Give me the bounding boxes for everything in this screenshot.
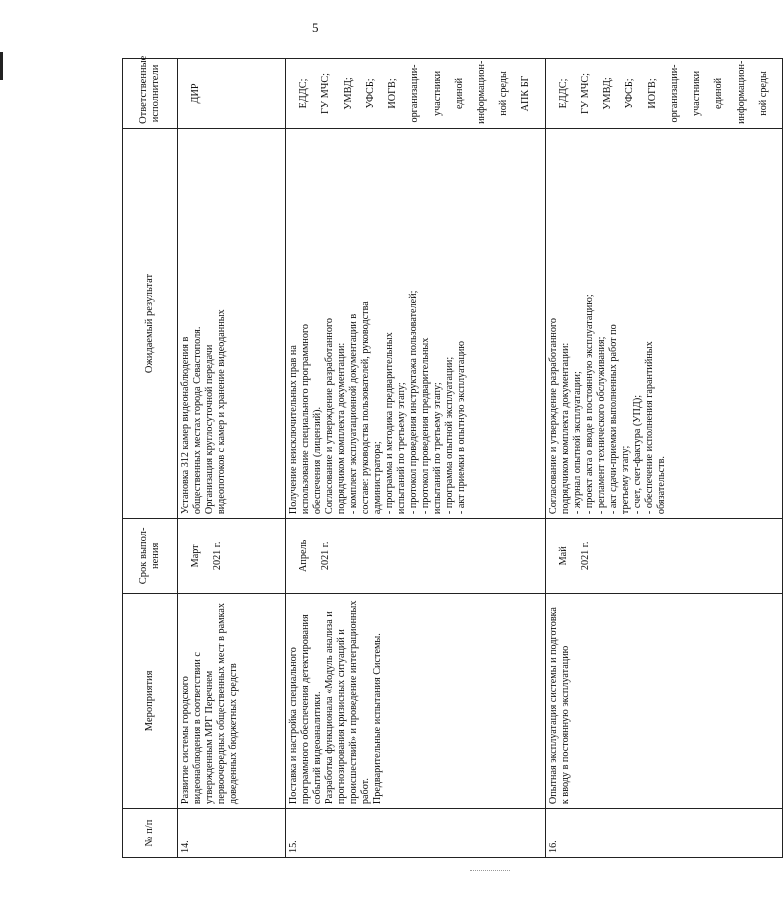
term-cell-line: Апрель: [298, 539, 310, 572]
result-cell-line: Организация круглосуточной передачи: [204, 344, 216, 515]
responsible-cell-line: ной среды: [757, 71, 769, 116]
result-cell-line: - комплект эксплуатационной документации в: [348, 313, 360, 515]
table-row: [286, 59, 546, 858]
result-cell-line: использование специального программного: [300, 324, 312, 515]
responsible-cell-line: УФСБ;: [364, 78, 376, 109]
result-cell-line: обеспечения (лицензий).: [312, 406, 324, 515]
responsible-cell-line: участники: [691, 70, 703, 116]
responsible-cell-line: АПК БГ: [520, 75, 532, 112]
term-cell-line: Март: [190, 544, 202, 568]
result-cell-line: - счет, счет-фактура (УПД);: [631, 394, 643, 515]
responsible-cell-line: ИОГВ;: [646, 78, 658, 109]
responsible-cell-line: единой: [713, 77, 725, 109]
responsible-cell-line: ДИР: [190, 83, 202, 104]
scan-dots: [470, 870, 510, 871]
activity-cell-line: Развитие системы городского: [180, 676, 191, 805]
result-cell-line: Согласование и утверждение разработанного: [324, 318, 336, 515]
result-cell-line: - регламент технического обслуживания;: [595, 336, 607, 515]
row-number: 15.: [286, 809, 546, 858]
result-cell: [178, 128, 286, 518]
responsible-cell-line: единой: [453, 77, 465, 109]
result-cell-line: - обеспечение исполнения гарантийных: [643, 341, 655, 515]
activity-cell-line: доведенных бюджетных средств: [228, 663, 240, 805]
table-header-row: [123, 59, 178, 858]
header-activity: Мероприятия: [123, 593, 178, 808]
responsible-cell-line: участники: [431, 70, 443, 116]
term-cell: [178, 519, 286, 594]
activity-cell-line: событий видеоаналитики.: [312, 691, 324, 805]
result-cell-line: администратора;: [372, 441, 384, 515]
responsible-cell-line: информацион-: [475, 60, 487, 124]
result-cell-line: испытаний по третьему этапу;: [396, 382, 408, 515]
responsible-cell: [178, 59, 286, 129]
term-cell-line: Май: [557, 546, 569, 566]
term-cell: [545, 519, 782, 594]
row-number: 14.: [178, 809, 286, 858]
result-cell-line: составе: руководства пользователей, руководства: [360, 301, 372, 515]
activity-cell-line: работ.: [360, 778, 372, 805]
term-cell-line: 2021 г.: [580, 541, 591, 571]
table-wrap: [122, 55, 769, 858]
row-number: 16.: [545, 809, 782, 858]
activity-cell: [286, 593, 546, 808]
table-row: [545, 59, 782, 858]
result-cell-line: видеопотоков с камер и хранение видеоданных: [216, 309, 228, 515]
result-cell-line: - проект акта о вводе в постоянную эксплуатацию;: [583, 294, 595, 515]
responsible-cell-line: организации-: [409, 64, 421, 123]
responsible-cell-line: организации-: [668, 64, 680, 123]
activity-cell-line: к вводу в постоянную эксплуатацию: [559, 645, 571, 805]
activity-cell-line: Опытная эксплуатация системы и подготовка: [547, 607, 559, 805]
responsible-cell: [286, 59, 546, 129]
term-cell-line: 2021 г.: [320, 541, 332, 571]
activity-cell-line: Разработка функционала «Модуль анализа и: [324, 611, 336, 805]
activity-cell-line: утвержденным МРГ Перечнем: [204, 670, 216, 805]
result-cell-line: Получение неисключительных прав на: [288, 345, 299, 515]
header-num: № п/п: [123, 809, 178, 858]
result-cell-line: Согласование и утверждение разработанного: [547, 318, 559, 515]
responsible-cell-line: УМВД;: [342, 77, 354, 110]
responsible-cell-line: информацион-: [735, 60, 747, 124]
result-cell-line: подрядчиком комплекта документации:: [559, 342, 571, 515]
responsible-cell-line: УФСБ;: [624, 78, 636, 109]
result-cell-line: - программа опытной эксплуатации;: [444, 356, 456, 515]
result-cell-line: - протокол проведения предварительных: [420, 337, 432, 515]
term-cell-line: 2021 г.: [212, 541, 224, 571]
result-cell-line: третьему этапу;: [619, 445, 631, 515]
header-responsible: Ответственные исполнители: [123, 59, 178, 129]
activity-cell-line: Предварительные испытания Системы.: [372, 633, 384, 805]
result-cell-line: Установка 312 камер видеонаблюдения в: [180, 336, 191, 515]
responsible-cell-line: ЕДДС;: [557, 78, 569, 109]
rotated-table-area: [122, 55, 769, 858]
responsible-cell-line: ИОГВ;: [387, 78, 399, 109]
result-cell-line: обязательств.: [655, 456, 667, 515]
result-cell-line: испытаний по третьему этапу;: [432, 382, 444, 515]
plan-table: [122, 55, 783, 858]
term-cell: [286, 519, 546, 594]
result-cell-line: - программа и методика предварительных: [384, 332, 396, 515]
activity-cell-line: программного обеспечения детектирования: [300, 614, 312, 805]
result-cell: [286, 128, 546, 518]
header-term: Срок выпол-нения: [123, 519, 178, 594]
responsible-cell-line: ЕДДС;: [298, 78, 310, 109]
activity-cell-line: прогнозирования кризисных ситуаций и: [336, 629, 348, 805]
result-cell-line: - акт сдачи-приемки выполненных работ по: [607, 324, 619, 515]
page-number: 5: [312, 20, 319, 35]
result-cell-line: - протокол проведения инструктажа пользователей;: [408, 290, 420, 515]
result-cell-line: - журнал опытной эксплуатации;: [571, 371, 583, 515]
responsible-cell-line: ГУ МЧС;: [320, 72, 332, 114]
responsible-cell-line: ГУ МЧС;: [580, 72, 591, 114]
responsible-cell-line: УМВД;: [602, 77, 614, 110]
activity-cell-line: происшествий» и проведение интеграционных: [348, 600, 360, 805]
result-cell-line: общественных местах города Севастополя.: [192, 326, 204, 515]
table-row: [178, 59, 286, 858]
activity-cell-line: первоочередных общественных мест в рамках: [216, 603, 228, 805]
activity-cell-line: Поставка и настройка специального: [288, 647, 299, 805]
result-cell: [545, 128, 782, 518]
responsible-cell-line: ной среды: [498, 71, 510, 116]
scan-edge-mark: [0, 52, 3, 80]
result-cell-line: подрядчиком комплекта документации:: [336, 342, 348, 515]
activity-cell-line: видеонаблюдения в соответствии с: [192, 652, 204, 805]
result-cell-line: - акт приемки в опытную эксплуатацию: [456, 341, 468, 515]
activity-cell: [545, 593, 782, 808]
header-result: Ожидаемый результат: [123, 128, 178, 518]
activity-cell: [178, 593, 286, 808]
table-body: [178, 59, 783, 858]
responsible-cell: [545, 59, 782, 129]
